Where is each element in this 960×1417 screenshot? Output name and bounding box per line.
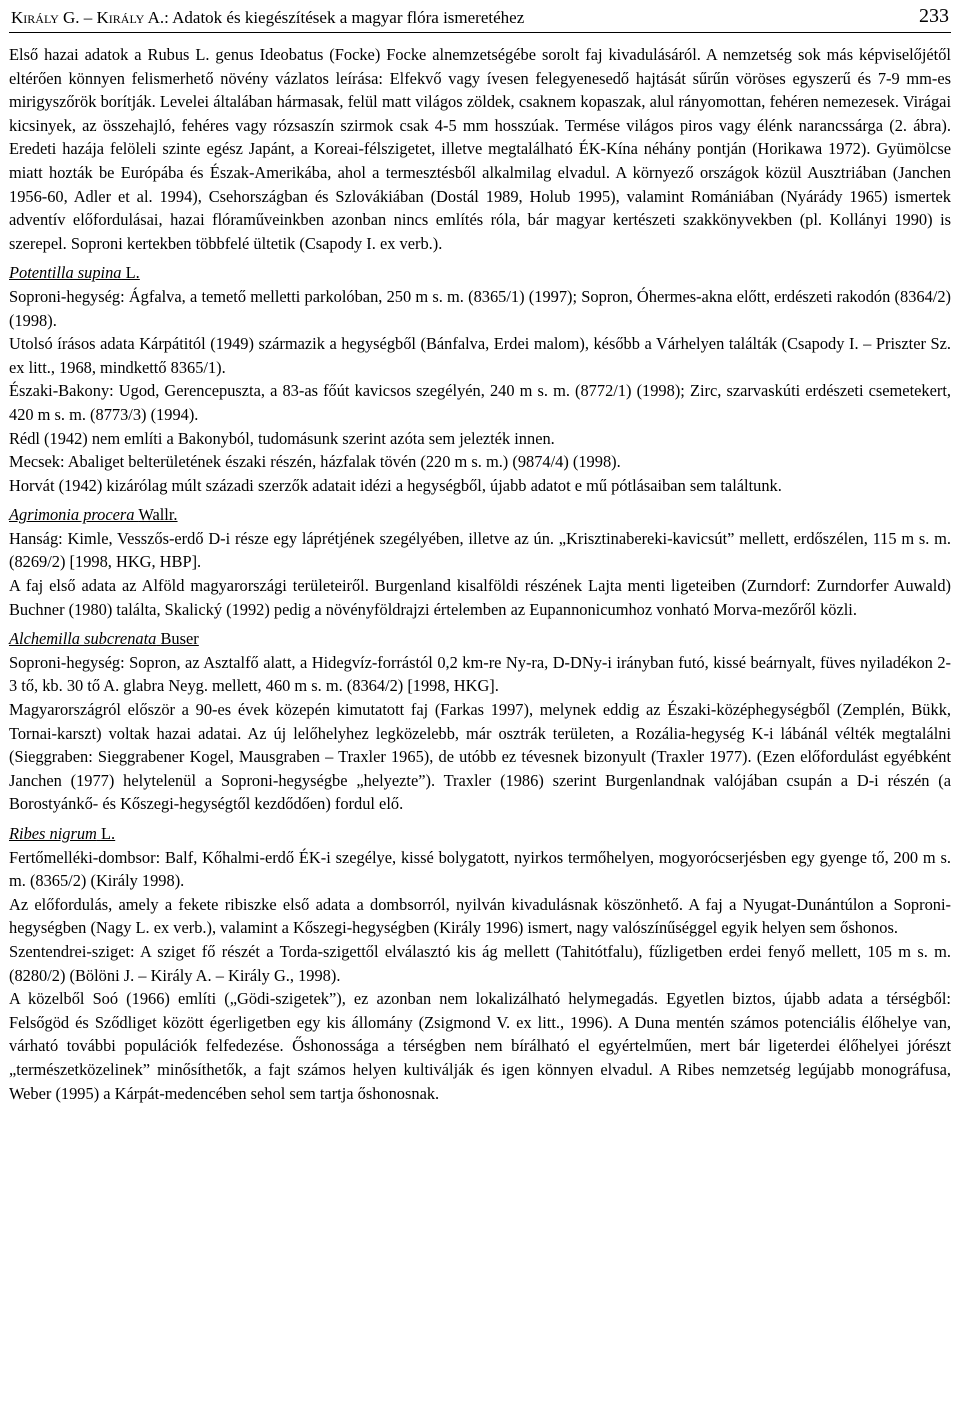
paragraph: Magyarországról először a 90-es évek közepén kimutatott faj (Farkas 1997), melynek eddig az Északi-középhegységből (Zemplén, Bükk, Tornai-karszt) voltak hazai adatai. Az új lelőhelyhez legközelebb, már osztrák területen, a Rozália-hegység K-i lábánál vélték megtalálni (Sieggraben: Sieggrabener Kogel, Mausgraben – Traxler 1965), de utóbb ez tévesnek bizonyult (Traxler 1977). (Ezen előfordulást egyébként Janchen (1977) helytelenül a Soproni-hegységbe „helyezte”). Traxler (1986) szerint Burgenlandnak valójában csupán a D-i részén (a Borostyánkő- és Kőszegi-hegységtől kezdődően) fordul elő. [9, 700, 951, 814]
species-author: L. [125, 263, 140, 283]
paragraph: Soproni-hegység: Sopron, az Asztalfő alatt, a Hidegvíz-forrástól 0,2 km-re Ny-ra, D-DNy-i irányban futó, kissé beárnyalt, füves nyiladékon 2-3 tő, kb. 30 tő A. glabra Neyg. mellett, 460 m s. m. (8364/2) [1998, HKG]. [9, 652, 951, 696]
species-author: L. [100, 824, 116, 843]
paragraph: Az előfordulás, amely a fekete ribiszke első adata a dombsorról, nyilván kivadulásnak köszönhető. A faj a Nyugat-Dunántúlon a Soproni-hegységben (Nagy L. ex verb.), valamint a Kőszegi-hegységben (Király 1996) ismert, nagy valószínűséggel egyik helyen sem őshonos. [9, 894, 951, 938]
paragraph: Szentendrei-sziget: A sziget fő részét a Torda-szigettől elválasztó kis ág mellett (Tahitótfalu), fűzligetben erdei fenyő mellett, 105 m s. m. (8280/2) (Bölöni J. – Király A. – Király G., 1998). [9, 941, 951, 985]
running-header [9, 0, 951, 33]
paragraph: Hanság: Kimle, Vesszős-erdő D-i része egy láprétjének szegélyében, illetve az ún. „Krisztinabereki-kavicsút” mellett, erdőszélen, 115 m s. m. (8269/2) [1998, HKG, HBP]. [9, 528, 951, 572]
species-name: Agrimonia procera [9, 505, 135, 525]
paragraph: Fertőmelléki-dombsor: Balf, Kőhalmi-erdő ÉK-i szegélye, kissé bolygatott, nyirkos termőhelyen, mogyorócserjésben egy gyenge tő, 200 m s. m. (8365/2) (Király 1998). [9, 847, 951, 891]
species-heading [9, 627, 951, 651]
paragraph: Utolsó írásos adata Kárpátitól (1949) származik a hegységből (Bánfalva, Erdei malom), később a Várhelyen találták (Csapody I. – Priszter Sz. ex litt., 1968, mindkettő 8365/1). [9, 334, 951, 377]
page-number: 233 [919, 5, 949, 27]
species-author: Buser [160, 629, 199, 649]
species-heading [9, 503, 951, 527]
species-heading [9, 261, 951, 285]
article-body [9, 33, 951, 1105]
species-name: Alchemilla subcrenata [9, 629, 157, 649]
paragraph: Első hazai adatok a Rubus L. genus Ideobatus (Focke) Focke alnemzetségébe sorolt faj kivadulásáról. A nemzetség sok más képviselőjétől eltérően könnyen felismerhető növény vázlatos leírása: Elfekvő vagy ívesen felegyenesedő hajtását sűrűn vöröses egyszerű és 7-9 mm-es mirigyszőrök borítják. Levelei általában hármasak, felül matt világos zöldek, csaknem kopaszak, alul rányomottan, fehéren nemezesek. Virágai kicsinyek, az összehajló, fehéres vagy rózsaszín szirmok csak 4-5 mm hosszúak. Termése világos piros vagy élénk narancssárga (2. ábra). Eredeti hazája felöleli szinte egész Japánt, a Koreai-félszigetet, illetve megtalálható ÉK-Kína néhány pontján (Horikawa 1972). Gyümölcse miatt hozták be Európába és Észak-Amerikába, ahol a termesztésből alkalmilag elvadul. A környező országok közül Ausztriában (Janchen 1956-60, Adler et al. 1994), Csehországban és Szlovákiában (Dostál 1989, Holub 1995), valamint Romániában (Nyárády 1965) ismertek adventív előfordulásai, hazai flóraműveinkben azonban nincs említés róla, bár magyar kertészeti szakkönyvekben (pl. Kollányi 1990) is szerepel. Soproni kertekben többfelé ültetik (Csapody I. ex verb.). [9, 45, 951, 253]
paragraph: Északi-Bakony: Ugod, Gerencepuszta, a 83-as főút kavicsos szegélyén, 240 m s. m. (8772/1) (1998); Zirc, szarvaskúti erdészeti csemetekert, 420 m s. m. (8773/3) (1994). [9, 381, 951, 424]
header-authors: Király G. – Király A. [11, 8, 165, 27]
species-name: Potentilla supina [9, 263, 122, 283]
paragraph: Horvát (1942) kizárólag múlt századi szerzők adatait idézi a hegységből, újabb adatot e mű pótlásaiban sem találtunk. [9, 475, 782, 495]
paragraph: Soproni-hegység: Ágfalva, a temető melletti parkolóban, 250 m s. m. (8365/1) (1997); Sopron, Óhermes-akna előtt, erdészeti rakodón (8364/2) (1998). [9, 286, 951, 330]
header-title-text: : Adatok és kiegészítések a magyar flóra ismeretéhez [164, 8, 525, 27]
species-author: Wallr. [138, 505, 178, 525]
header-title [11, 8, 524, 28]
species-heading [9, 822, 951, 846]
paragraph: A közelből Soó (1966) említi („Gödi-szigetek”), ez azonban nem lokalizálható helymegadás. Egyetlen biztos, újabb adata a térségből: Felsőgöd és Sződliget között égerligetben egy kis állomány (Zsigmond V. ex litt., 1996). A Duna mentén számos potenciális élőhelye van, várható további populációk felfedezése. Őshonossága a térségben nem bírálható el egyértelműen, mert bár ligeterdei élőhelyei jórészt „természetközelinek” minősíthetők, a fajt számos helyen kultiválják és igen könnyen elvadul. A Ribes nemzetség legújabb monográfusa, Weber (1995) a Kárpát-medencében sehol sem tartja őshonosnak. [9, 989, 951, 1103]
paragraph: Rédl (1942) nem említi a Bakonyból, tudomásunk szerint azóta sem jelezték innen. [9, 428, 555, 448]
paragraph: Mecsek: Abaliget belterületének északi részén, házfalak tövén (220 m s. m.) (9874/4) (1998). [9, 452, 621, 472]
paragraph: A faj első adata az Alföld magyarországi területeiről. Burgenland kisalföldi részének Lajta menti ligeteiben (Zurndorf: Zurndorfer Auwald) Buchner (1980) találta, Skalický (1992) pedig a növényföldrajzi értelemben az Eupannonicumhoz vonható Morva-mezőről közli. [9, 576, 951, 619]
species-name: Ribes nigrum [9, 824, 97, 843]
